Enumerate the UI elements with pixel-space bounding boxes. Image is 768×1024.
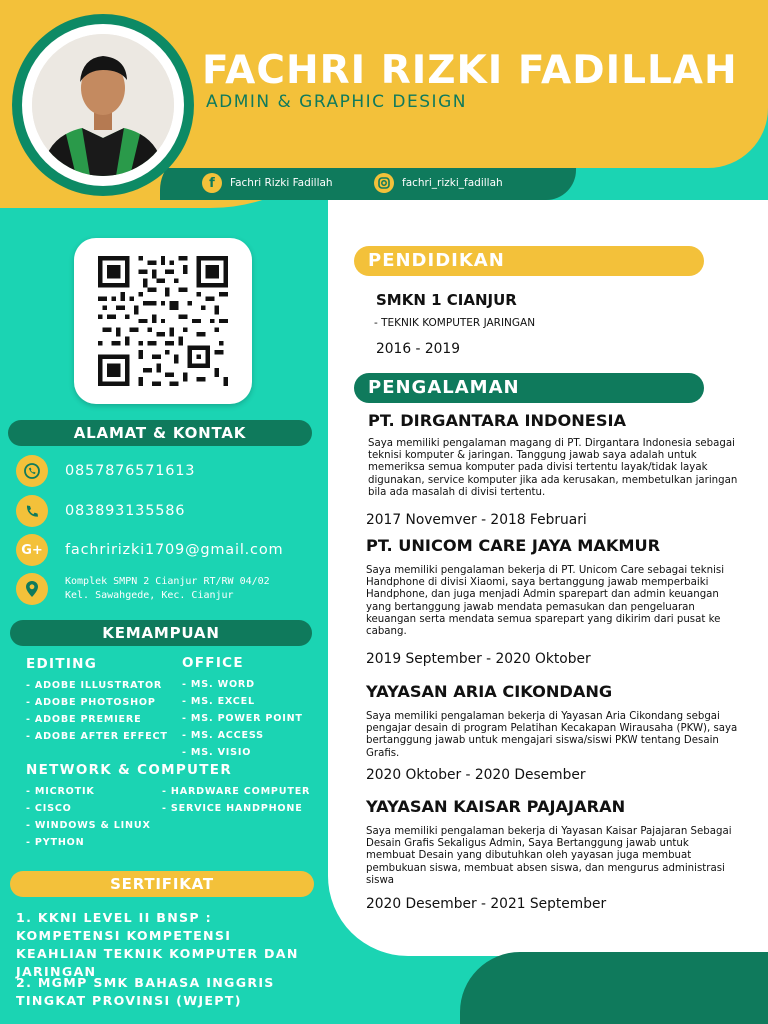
email-address: fachririzki1709@gmail.com xyxy=(65,542,284,558)
profile-photo xyxy=(22,24,184,186)
skills-section-title: KEMAMPUAN xyxy=(10,620,312,646)
facebook-link[interactable] xyxy=(202,173,333,193)
list-item: - ADOBE AFTER EFFECT xyxy=(26,731,168,742)
address-line-1: Komplek SMPN 2 Cianjur RT/RW 04/02 xyxy=(65,576,270,587)
qr-code-icon xyxy=(94,256,232,386)
instagram-link[interactable] xyxy=(374,173,503,193)
certificates-section-title: SERTIFIKAT xyxy=(10,871,314,897)
list-item: - MICROTIK xyxy=(26,786,95,797)
location-pin-icon xyxy=(16,573,48,605)
list-item: - MS. EXCEL xyxy=(182,696,255,707)
contact-section-title: ALAMAT & KONTAK xyxy=(8,420,312,446)
instagram-label: fachri_rizki_fadillah xyxy=(402,177,503,189)
editing-list xyxy=(26,677,168,745)
whatsapp-row[interactable] xyxy=(16,455,195,487)
instagram-icon xyxy=(374,173,394,193)
list-item: - MS. VISIO xyxy=(182,747,252,758)
experience-section-title: PENGALAMAN xyxy=(354,373,704,403)
candidate-name: FACHRI RIZKI FADILLAH xyxy=(202,48,738,93)
whatsapp-icon xyxy=(16,455,48,487)
phone-row[interactable] xyxy=(16,495,185,527)
job-company: YAYASAN ARIA CIKONDANG xyxy=(366,682,613,701)
network-heading: NETWORK & COMPUTER xyxy=(26,762,233,778)
list-item: - HARDWARE COMPUTER xyxy=(162,786,311,797)
candidate-role: ADMIN & GRAPHIC DESIGN xyxy=(206,92,467,112)
list-item: - MS. POWER POINT xyxy=(182,713,303,724)
school-name: SMKN 1 CIANJUR xyxy=(376,291,517,309)
network-list-right xyxy=(162,783,310,817)
whatsapp-number: 0857876571613 xyxy=(65,463,196,479)
education-period: 2016 - 2019 xyxy=(376,341,460,357)
job-description: Saya memiliki pengalaman bekerja di PT. Unicom Care sebagai teknisi Handphone di divisi Xiaomi, saya bertanggung jawab memperbaiki Handphone, dan juga menjadi Admin sparepart dan admin keuangan yang bertanggung jawab mendata pemasukan dan pengeluaran keuangan serta mendata semua sparepart yang dikirim dari pusat ke cabang. xyxy=(366,565,725,638)
list-item: - PYTHON xyxy=(26,837,85,848)
list-item: - ADOBE ILLUSTRATOR xyxy=(26,680,163,691)
list-item: - MS. WORD xyxy=(182,679,255,690)
job-description: Saya memiliki pengalaman magang di PT. Dirgantara Indonesia sebagai teknisi komputer & jaringan. Tanggung jawab saya adalah untuk memeriksa semua komputer pada divisi tertentu layak/tidak layak digunakan, service komputer jika ada kerusakan, membetulkan jaringan bila ada masalah di divisi tertentu. xyxy=(368,438,738,498)
facebook-label: Fachri Rizki Fadillah xyxy=(230,177,333,189)
list-item: - CISCO xyxy=(26,803,72,814)
phone-icon xyxy=(16,495,48,527)
office-list xyxy=(182,676,303,761)
list-item: - ADOBE PHOTOSHOP xyxy=(26,697,156,708)
footer-swoop xyxy=(460,952,768,1024)
job-company: PT. DIRGANTARA INDONESIA xyxy=(368,411,627,430)
job-period: 2017 Novemver - 2018 Februari xyxy=(366,512,587,528)
address-line-2: Kel. Sawahgede, Kec. Cianjur xyxy=(65,590,234,601)
job-period: 2020 Desember - 2021 September xyxy=(366,896,607,912)
list-item: - SERVICE HANDPHONE xyxy=(162,803,303,814)
job-company: PT. UNICOM CARE JAYA MAKMUR xyxy=(366,536,661,555)
job-period: 2019 September - 2020 Oktober xyxy=(366,651,591,667)
phone-number: 083893135586 xyxy=(65,503,186,519)
editing-heading: EDITING xyxy=(26,656,98,672)
job-period: 2020 Oktober - 2020 Desember xyxy=(366,767,586,783)
facebook-icon: f xyxy=(202,173,222,193)
list-item: - ADOBE PREMIERE xyxy=(26,714,142,725)
certificate-item: 1. KKNI LEVEL II BNSP : KOMPETENSI KOMPETENSI KEAHLIAN TEKNIK KOMPUTER DAN JARINGAN xyxy=(16,910,299,979)
google-plus-icon: G+ xyxy=(16,534,48,566)
address-row xyxy=(16,573,270,605)
person-avatar-icon xyxy=(32,34,174,176)
job-description: Saya memiliki pengalaman bekerja di Yayasan Aria Cikondang sebgai pengajar desain di program Pelatihan Kecakapan Wirausaha (PKW), saya bertanggung jawab untuk mengajari siswa/siswi PKW tentang Desain Grafis. xyxy=(366,711,738,759)
email-row[interactable] xyxy=(16,534,283,566)
office-heading: OFFICE xyxy=(182,655,244,671)
job-description: Saya memiliki pengalaman bekerja di Yayasan Kaisar Pajajaran Sebagai Desain Grafis Sekaligus Admin, Saya Bertanggung jawab untuk membuat Desain yang dibutuhkan oleh yayasan juga membuat pembukuan siswa, membuat absen siswa, dan mengurus administrasi siswa xyxy=(366,826,732,886)
education-section-title: PENDIDIKAN xyxy=(354,246,704,276)
school-major: - TEKNIK KOMPUTER JARINGAN xyxy=(374,317,536,329)
list-item: - WINDOWS & LINUX xyxy=(26,820,151,831)
network-list-left xyxy=(26,783,151,851)
list-item: - MS. ACCESS xyxy=(182,730,264,741)
job-company: YAYASAN KAISAR PAJAJARAN xyxy=(366,797,626,816)
certificate-item: 2. MGMP SMK BAHASA INGGRIS TINGKAT PROVINSI (WJEPT) xyxy=(16,975,275,1008)
